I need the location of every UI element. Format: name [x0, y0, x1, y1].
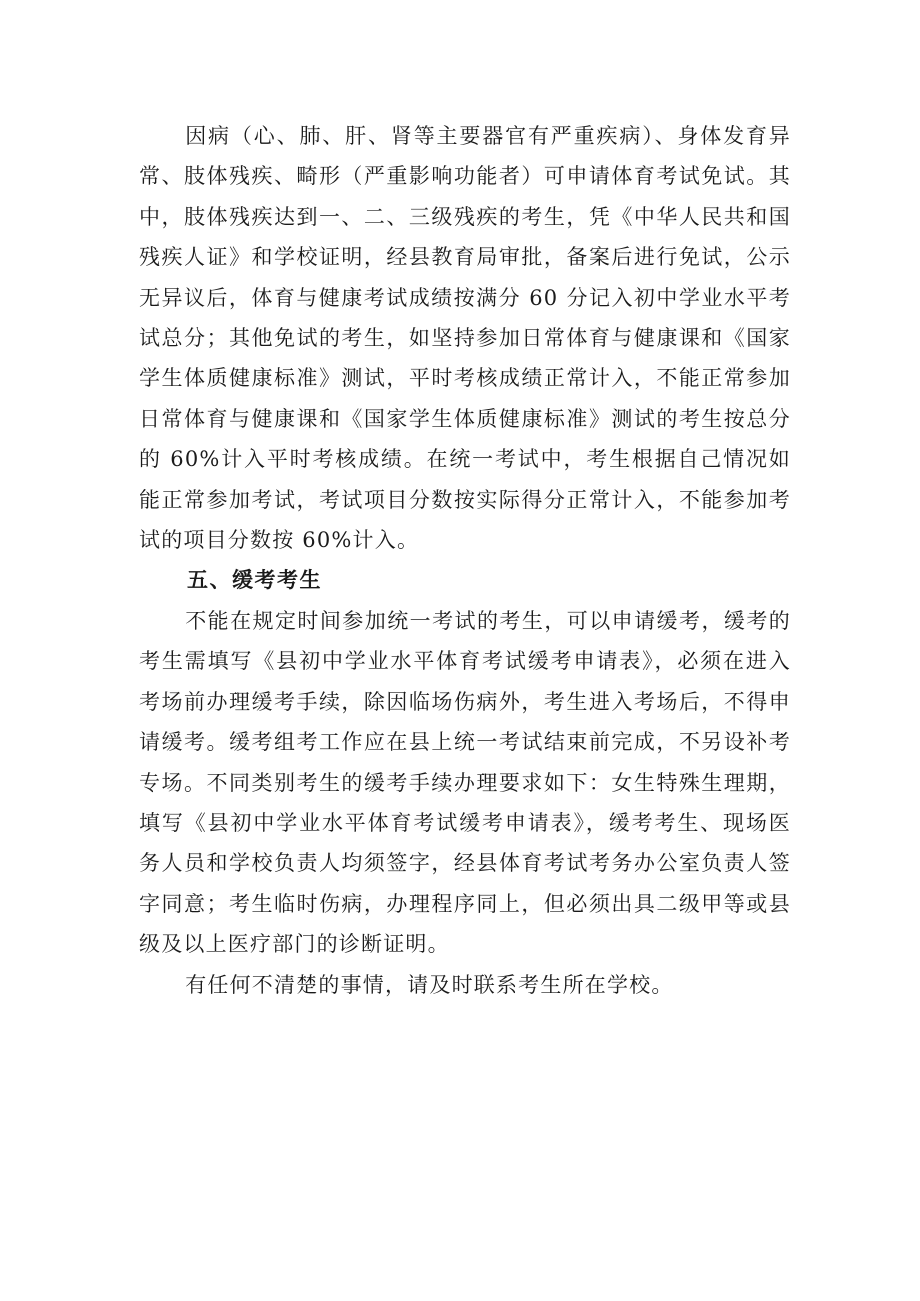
- section-heading-deferred-exam: 五、缓考考生: [187, 568, 322, 593]
- paragraph-deferred-exam: 不能在规定时间参加统一考试的考生，可以申请缓考，缓考的考生需填写《县初中学业水平体育考试缓考申请表》，必须在进入考场前办理缓考手续，除因临场伤病外，考生进入考场后，不得申请缓考。缓考组考工作应在县上统一考试结束前完成，不另设补考专场。不同类别考生的缓考手续办理要求如下：女生特殊生理期，填写《县初中学业水平体育考试缓考申请表》，缓考考生、现场医务人员和学校负责人均须签字，经县体育考试考务办公室负责人签字同意；考生临时伤病，办理程序同上，但必须出具二级甲等或县级及以上医疗部门的诊断证明。: [139, 608, 791, 957]
- document-body: [139, 116, 791, 1005]
- paragraph-exemption: 因病（心、肺、肝、肾等主要器官有严重疾病）、身体发育异常、肢体残疾、畸形（严重影响功能者）可申请体育考试免试。其中，肢体残疾达到一、二、三级残疾的考生，凭《中华人民共和国残疾人证》和学校证明，经县教育局审批，备案后进行免试，公示无异议后，体育与健康考试成绩按满分 60 分记入初中学业水平考试总分；其他免试的考生，如坚持参加日常体育与健康课和《国家学生体质健康标准》测试，平时考核成绩正常计入，不能正常参加日常体育与健康课和《国家学生体质健康标准》测试的考生按总分的 60%计入平时考核成绩。在统一考试中，考生根据自己情况如能正常参加考试，考试项目分数按实际得分正常计入，不能参加考试的项目分数按 60%计入。: [139, 124, 791, 553]
- paragraph-contact: 有任何不清楚的事情，请及时联系考生所在学校。: [185, 972, 674, 997]
